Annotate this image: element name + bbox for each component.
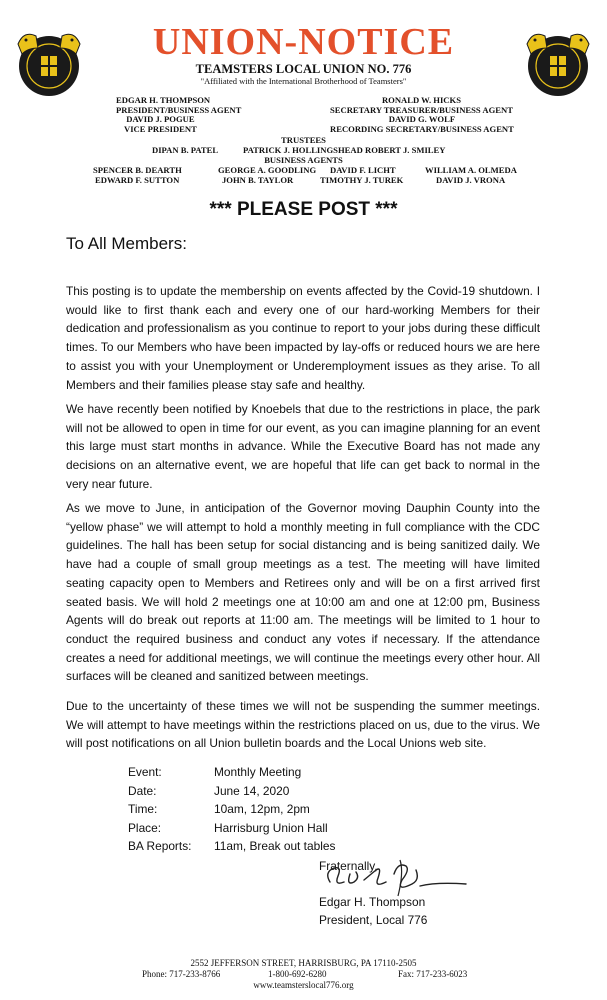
affiliation-line: "Affiliated with the International Brotherhood of Teamsters" (200, 76, 407, 86)
officer-pogue-name: DAVID J. POGUE (126, 114, 195, 124)
officer-thompson-name: EDGAR H. THOMPSON (116, 95, 211, 105)
greeting: To All Members: (66, 234, 187, 253)
signer-name: Edgar H. Thompson (319, 895, 426, 909)
footer-phone: Phone: 717-233-8766 (142, 969, 221, 979)
agent-r2-1: EDWARD F. SUTTON (95, 175, 180, 185)
business-agents-label: BUSINESS AGENTS (264, 155, 343, 165)
ba-reports-label: BA Reports: (128, 839, 192, 854)
event-value: Monthly Meeting (214, 765, 302, 779)
date-label: Date: (128, 783, 157, 798)
trustees-label: TRUSTEES (281, 135, 326, 145)
event-row-ba-reports (128, 837, 335, 856)
trustee-3: ROBERT J. SMILEY (365, 145, 446, 155)
date-value: June 14, 2020 (214, 783, 290, 798)
time-value: 10am, 12pm, 2pm (214, 802, 310, 817)
footer-address: 2552 JEFFERSON STREET, HARRISBURG, PA 17110-2505 (190, 958, 417, 968)
paragraph-4: Due to the uncertainty of these times we will not be suspending the summer meetings. We will attempt to have meetings within the restrictions placed on us, due to the virus. We will post notifications on all Union bulletin boards and the Local Unions web site. (66, 699, 540, 751)
footer-website[interactable]: www.teamsterslocal776.org (253, 980, 354, 990)
footer-fax: Fax: 717-233-6023 (398, 969, 468, 979)
please-post-heading: *** PLEASE POST *** (209, 199, 398, 220)
handwritten-signature (316, 852, 476, 900)
notice-title: UNION-NOTICE (152, 21, 455, 63)
place-label: Place: (128, 820, 162, 835)
agent-r2-3: TIMOTHY J. TUREK (320, 175, 404, 185)
event-row-event (128, 763, 335, 782)
event-details (128, 763, 335, 856)
paragraph-2: We have recently been notified by Knoebels that due to the restrictions in place, the park will not be allowed to open in time for our event, as you can imagine planning for an event this large must start months in advance. While the Executive Board has not made any decisions on an alternative event, we are hopeful that life can get back to normal in the very near future. (66, 402, 540, 491)
officer-hicks-name: RONALD W. HICKS (381, 95, 461, 105)
officer-pogue (124, 114, 197, 134)
valediction: Fraternally, (319, 859, 378, 873)
officer-hicks-role: SECRETARY TREASURER/BUSINESS AGENT (330, 105, 513, 115)
officer-wolf-role: RECORDING SECRETARY/BUSINESS AGENT (330, 124, 514, 134)
officer-hicks (330, 95, 513, 115)
event-label: Event: (128, 765, 162, 779)
ba-reports-value: 11am, Break out tables (214, 839, 336, 854)
paragraph-3: As we move to June, in anticipation of the Governor moving Dauphin County into the “yellow phase” we will attempt to hold a monthly meeting in full compliance with the CDC guidelines. The hall has been setup for social distancing and is being sanitized daily. We have had a couple of small group meetings as a test. The meeting will have limited seating capacity open to Members and Retirees only and will be on a first arrived first seated basis. We will hold 2 meetings one at 10:00 am and one at 12:00 pm, Business Agents will do break out reports at 11:00 am. The meetings will be limited to 1 hour to conduct the required business and conduct any votes if necessary. If the attendance creates a need for additional meetings, we will continue the meetings every other hour. All surfaces will be cleaned and sanitized between meetings. (66, 501, 540, 684)
local-union-name: TEAMSTERS LOCAL UNION NO. 776 (195, 62, 412, 76)
agent-r1-1: SPENCER B. DEARTH (93, 165, 182, 175)
officer-pogue-role: VICE PRESIDENT (124, 124, 197, 134)
event-row-place (128, 819, 335, 838)
time-label: Time: (128, 802, 158, 817)
officer-wolf-name: DAVID G. WOLF (388, 114, 456, 124)
officer-wolf (330, 114, 514, 134)
place-value: Harrisburg Union Hall (214, 820, 328, 835)
agent-r2-2: JOHN B. TAYLOR (222, 175, 294, 185)
trustee-1: DIPAN B. PATEL (152, 145, 219, 155)
agent-r1-3: DAVID F. LICHT (330, 165, 396, 175)
event-row-time (128, 800, 335, 819)
officer-thompson-role: PRESIDENT/BUSINESS AGENT (116, 105, 242, 115)
officer-thompson (116, 95, 241, 115)
signer-title: President, Local 776 (319, 913, 428, 927)
agent-r1-2: GEORGE A. GOODLING (218, 165, 317, 175)
footer-tollfree: 1-800-692-6280 (268, 969, 327, 979)
agent-r2-4: DAVID J. VRONA (436, 175, 506, 185)
event-row-date (128, 782, 335, 801)
agent-r1-4: WILLIAM A. OLMEDA (425, 165, 517, 175)
paragraph-1: This posting is to update the membership on events affected by the Covid-19 shutdown. I would like to first thank each and every one of our hard-working Members for their dedication and professionalism as you continue to report to your jobs during these difficult times. To our Members who have been impacted by lay-offs or reduced hours we are here to assist you with your Unemployment or Underemployment issues as they arise. To all Members and their families please stay safe and healthy. (66, 284, 540, 392)
trustee-2: PATRICK J. HOLLINGSHEAD (243, 145, 363, 155)
